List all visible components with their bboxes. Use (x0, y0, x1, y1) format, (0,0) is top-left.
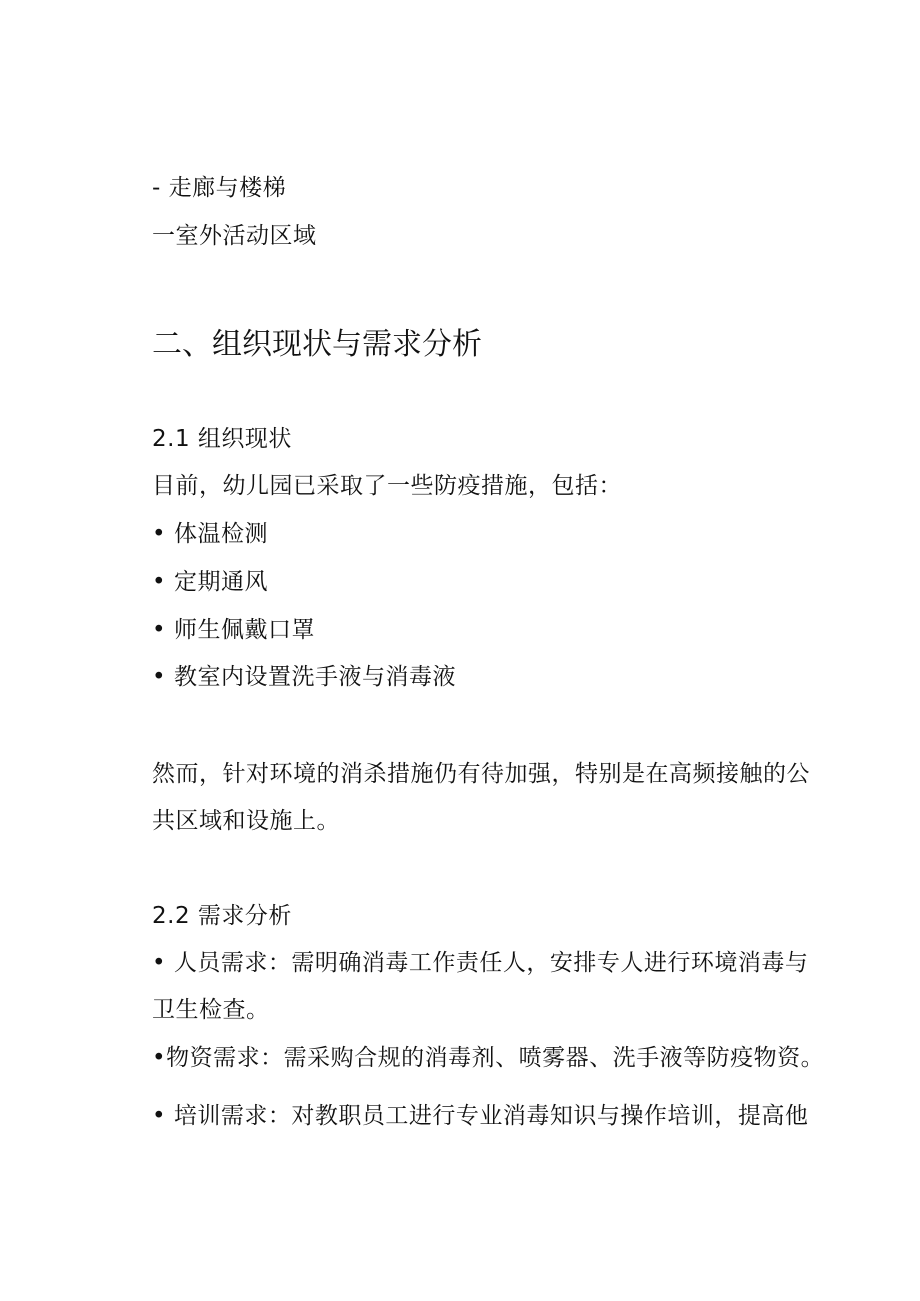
section-title: 二、组织现状与需求分析 (152, 327, 482, 362)
need-item-personnel-line-2: 卫生检查。 (152, 997, 270, 1023)
paragraph-line-2: 共区域和设施上。 (152, 808, 340, 834)
bullet-glyph: • (152, 664, 167, 690)
need-item-personnel-line-1: • 人员需求：需明确消毒工作责任人，安排专人进行环境消毒与 (152, 950, 809, 976)
list-item-corridor: - 走廊与楼梯 (152, 175, 287, 201)
subsection-title-2-1: 2.1 组织现状 (152, 426, 292, 452)
bullet-glyph: • (152, 521, 167, 547)
bullet-item (152, 662, 456, 692)
list-item-outdoor: 一室外活动区域 (152, 223, 317, 249)
bullet-item (152, 519, 268, 549)
paragraph-text: 然而，针对环境的消杀措施仍有待加强，特别是在高频接触的公 (152, 761, 810, 787)
bullet-item (152, 567, 268, 597)
intro-paragraph: 目前，幼儿园已采取了一些防疫措施，包括： (152, 473, 622, 499)
need-item-supplies: •物资需求：需采购合规的消毒剂、喷雾器、洗手液等防疫物资。 (152, 1045, 825, 1071)
bullet-glyph: • (152, 617, 167, 643)
bullet-text: 定期通风 (174, 569, 268, 595)
subsection-title-2-2: 2.2 需求分析 (152, 903, 292, 929)
bullet-item (152, 615, 315, 645)
need-item-training: • 培训需求：对教职员工进行专业消毒知识与操作培训，提高他 (152, 1103, 809, 1129)
bullet-text: 教室内设置洗手液与消毒液 (174, 664, 456, 690)
bullet-glyph: • (152, 569, 167, 595)
paragraph-line-1 (152, 759, 810, 789)
bullet-text: 体温检测 (174, 521, 268, 547)
bullet-text: 师生佩戴口罩 (174, 617, 315, 643)
